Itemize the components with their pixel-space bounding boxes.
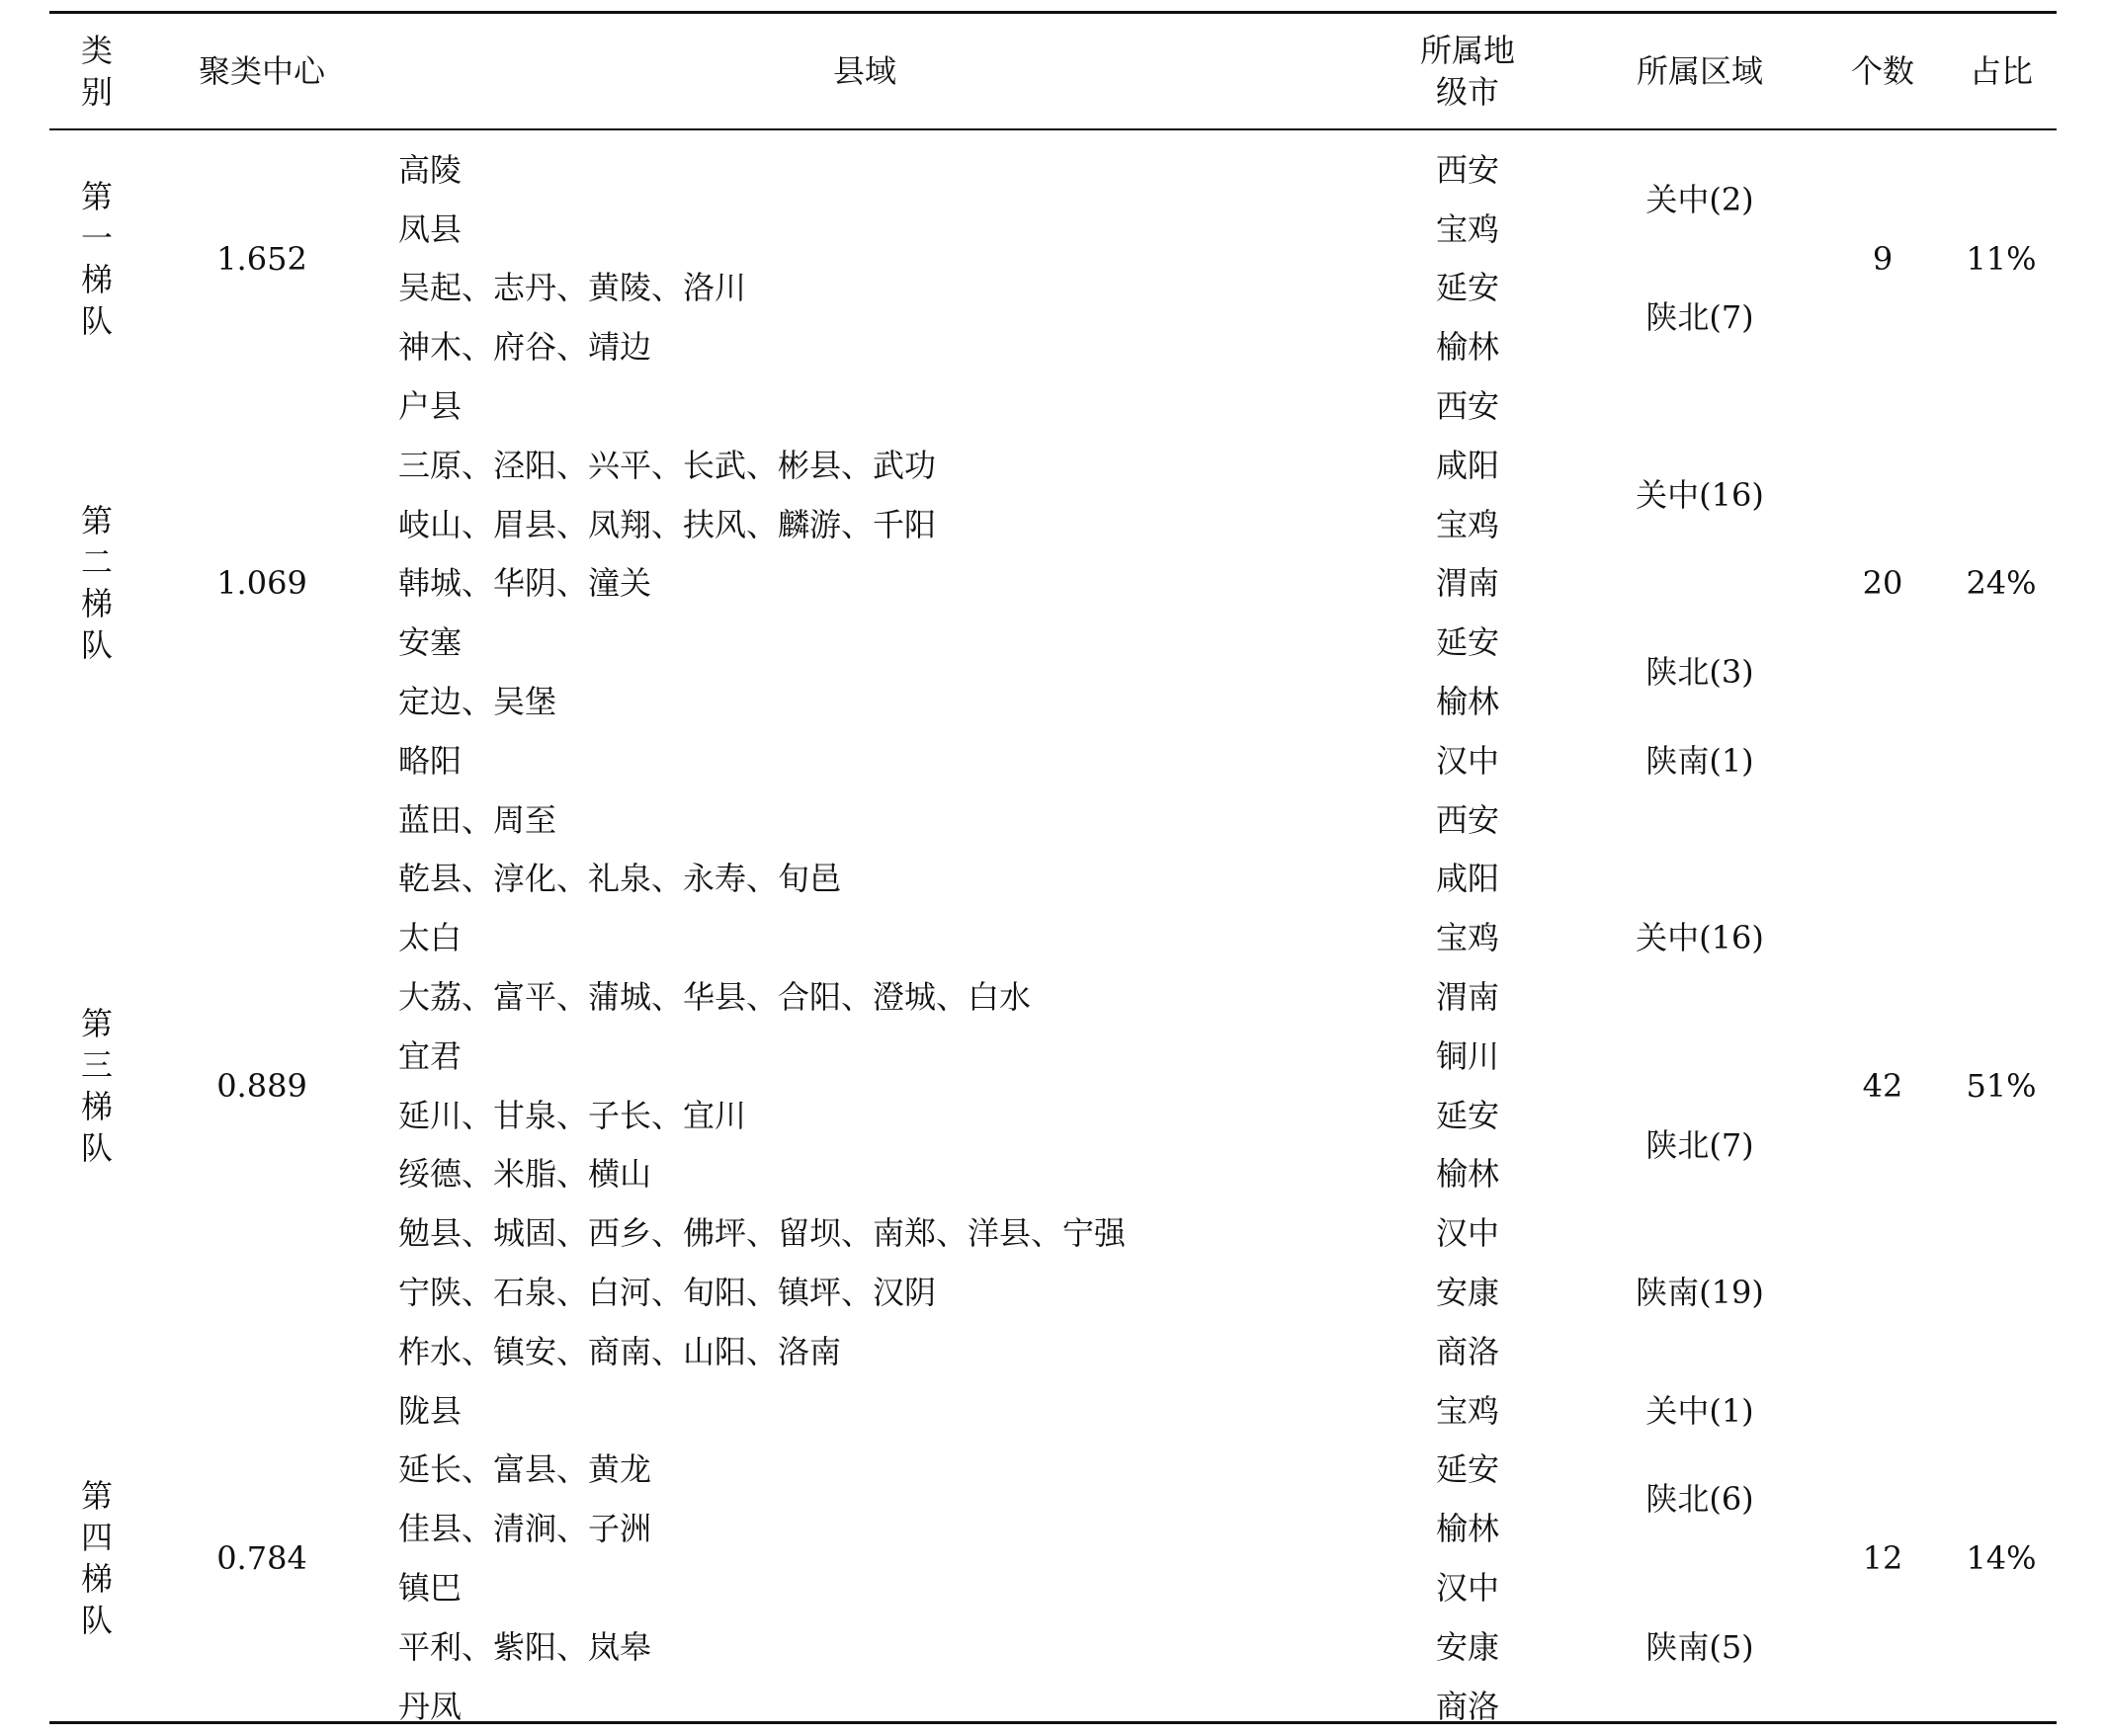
region-label: 陕南(19) [1636, 1274, 1764, 1312]
county-list: 绥德、米脂、横山 [398, 1155, 652, 1194]
county-list: 蓝田、周至 [398, 800, 557, 839]
header-rule [49, 128, 2057, 130]
county-list: 宁陕、石泉、白河、旬阳、镇坪、汉阴 [398, 1274, 937, 1312]
header-category: 类别 [80, 32, 113, 111]
header-counties: 县域 [832, 52, 896, 90]
cluster-center: 0.889 [216, 1066, 307, 1105]
region-label: 关中(1) [1645, 1391, 1754, 1430]
county-list: 佳县、清涧、子洲 [398, 1510, 652, 1548]
city-name: 延安 [1435, 623, 1499, 662]
county-list: 柞水、镇安、商南、山阳、洛南 [398, 1332, 842, 1370]
county-list: 定边、吴堡 [398, 683, 557, 721]
category-label: 第 一 梯 队 [80, 177, 113, 340]
county-list: 宜君 [398, 1036, 463, 1075]
category-label: 第 三 梯 队 [80, 1004, 113, 1167]
county-list: 凤县 [398, 209, 463, 248]
county-list: 乾县、淳化、礼泉、永寿、旬邑 [398, 860, 842, 898]
county-list: 太白 [398, 919, 463, 957]
header-region: 所属区域 [1636, 52, 1763, 90]
city-name: 汉中 [1435, 741, 1499, 780]
share-percent: 51% [1966, 1066, 2037, 1105]
region-label: 关中(16) [1636, 475, 1764, 514]
header-share: 占比 [1969, 52, 2033, 90]
city-name: 榆林 [1435, 1510, 1499, 1548]
region-label: 陕北(6) [1645, 1480, 1754, 1519]
city-name: 宝鸡 [1435, 1391, 1499, 1430]
county-list: 安塞 [398, 623, 463, 662]
region-label: 陕北(7) [1645, 298, 1754, 337]
region-label: 陕北(7) [1645, 1125, 1754, 1164]
city-name: 延安 [1435, 1450, 1499, 1489]
region-label: 陕南(1) [1645, 741, 1754, 780]
cluster-center: 0.784 [216, 1539, 307, 1578]
county-list: 岐山、眉县、凤翔、扶风、麟游、千阳 [398, 505, 937, 543]
city-name: 西安 [1435, 387, 1499, 426]
county-list: 丹凤 [398, 1687, 463, 1725]
category-label: 第 二 梯 队 [80, 502, 113, 665]
city-name: 榆林 [1435, 1155, 1499, 1194]
city-name: 汉中 [1435, 1569, 1499, 1608]
city-name: 咸阳 [1435, 446, 1499, 484]
city-name: 榆林 [1435, 683, 1499, 721]
county-list: 延长、富县、黄龙 [398, 1450, 652, 1489]
city-name: 延安 [1435, 1096, 1499, 1134]
county-list: 神木、府谷、靖边 [398, 328, 652, 367]
city-name: 西安 [1435, 150, 1499, 189]
city-name: 宝鸡 [1435, 505, 1499, 543]
city-name: 宝鸡 [1435, 209, 1499, 248]
county-list: 户县 [398, 387, 463, 426]
city-name: 咸阳 [1435, 860, 1499, 898]
region-label: 关中(2) [1645, 180, 1754, 218]
city-name: 西安 [1435, 800, 1499, 839]
county-list: 吴起、志丹、黄陵、洛川 [398, 269, 747, 307]
county-count: 42 [1862, 1066, 1903, 1105]
city-name: 宝鸡 [1435, 919, 1499, 957]
region-label: 陕北(3) [1645, 653, 1754, 692]
county-count: 9 [1872, 239, 1894, 278]
county-list: 高陵 [398, 150, 463, 189]
header-center: 聚类中心 [198, 52, 325, 90]
region-label: 陕南(5) [1645, 1627, 1754, 1666]
share-percent: 24% [1966, 564, 2037, 603]
county-count: 12 [1862, 1539, 1903, 1578]
city-name: 铜川 [1435, 1036, 1499, 1075]
county-list: 平利、紫阳、岚皋 [398, 1627, 652, 1666]
header-count: 个数 [1850, 52, 1914, 90]
city-name: 安康 [1435, 1274, 1499, 1312]
city-name: 渭南 [1435, 564, 1499, 603]
city-name: 商洛 [1435, 1687, 1499, 1725]
county-list: 大荔、富平、蒲城、华县、合阳、澄城、白水 [398, 978, 1032, 1017]
city-name: 汉中 [1435, 1214, 1499, 1253]
header-city: 所属地级市 [1419, 32, 1515, 111]
city-name: 安康 [1435, 1627, 1499, 1666]
county-list: 三原、泾阳、兴平、长武、彬县、武功 [398, 446, 937, 484]
city-name: 延安 [1435, 269, 1499, 307]
share-percent: 14% [1966, 1539, 2037, 1578]
region-label: 关中(16) [1636, 919, 1764, 957]
county-list: 镇巴 [398, 1569, 463, 1608]
county-list: 勉县、城固、西乡、佛坪、留坝、南郑、洋县、宁强 [398, 1214, 1127, 1253]
county-list: 韩城、华阴、潼关 [398, 564, 652, 603]
category-label: 第 四 梯 队 [80, 1477, 113, 1640]
city-name: 渭南 [1435, 978, 1499, 1017]
share-percent: 11% [1966, 239, 2037, 278]
city-name: 榆林 [1435, 328, 1499, 367]
county-list: 陇县 [398, 1391, 463, 1430]
county-list: 略阳 [398, 741, 463, 780]
county-count: 20 [1862, 564, 1903, 603]
city-name: 商洛 [1435, 1332, 1499, 1370]
county-list: 延川、甘泉、子长、宜川 [398, 1096, 747, 1134]
cluster-center: 1.069 [216, 564, 307, 603]
cluster-center: 1.652 [216, 239, 307, 278]
